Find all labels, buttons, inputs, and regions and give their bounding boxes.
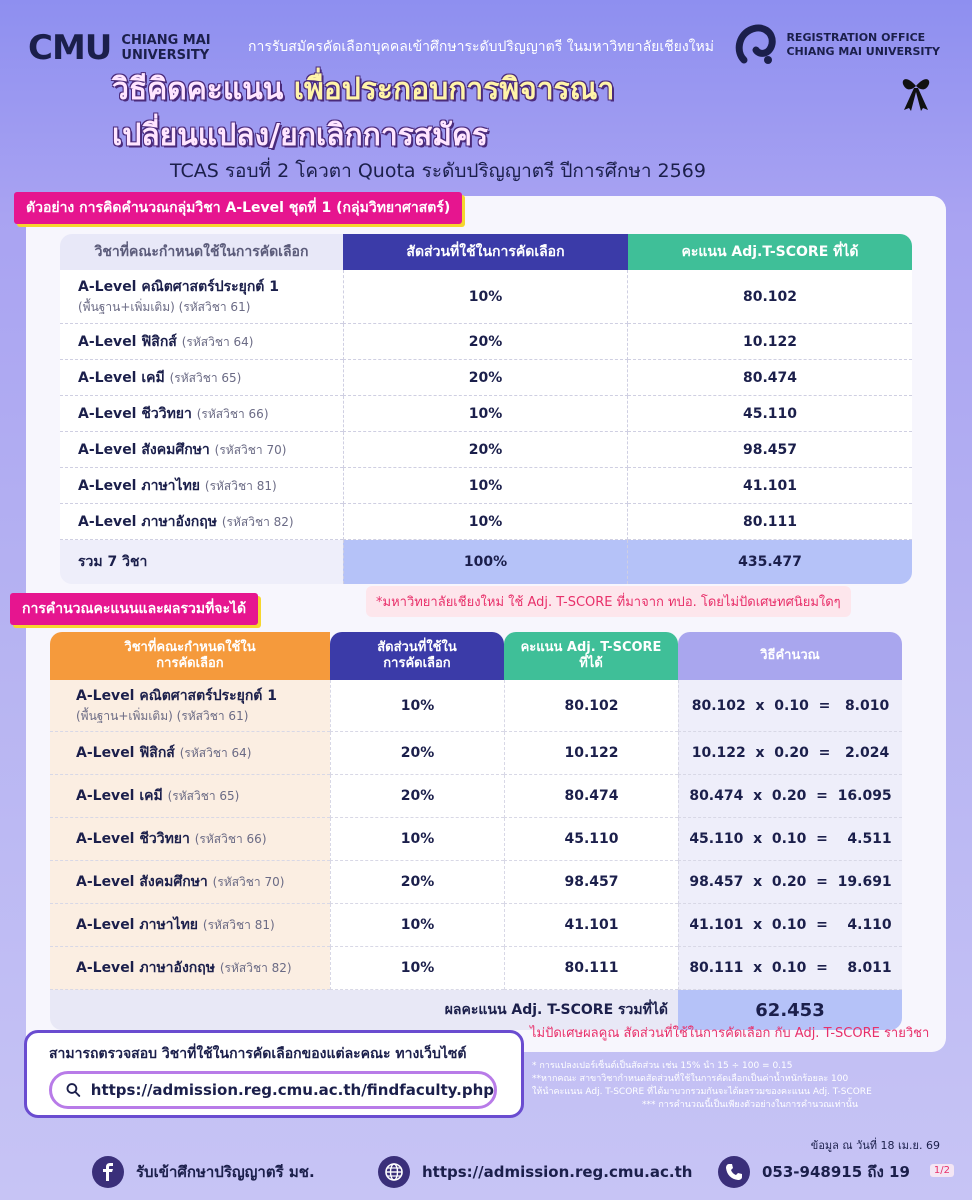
ratio-cell: 20% [330, 775, 504, 818]
main-title-line1 [112, 66, 614, 113]
score-cell: 98.457 [504, 861, 678, 904]
example-table [60, 234, 912, 584]
calc-cell: 10.122 x 0.20 = 2.024 [678, 732, 902, 775]
example-header-score: คะแนน Adj.T-SCORE ที่ได้ [628, 234, 912, 270]
registration-office-logo[interactable] [732, 22, 940, 68]
calc-cell: 98.457 x 0.20 = 19.691 [678, 861, 902, 904]
subject-name: A-Level คณิตศาสตร์ประยุกต์ 1 [78, 279, 280, 295]
subject-code: (รหัสวิชา 64) [181, 334, 254, 349]
footer [0, 1150, 972, 1200]
registration-logo-icon [732, 22, 778, 68]
subject-name: A-Level คณิตศาสตร์ประยุกต์ 1 [76, 688, 278, 704]
total-label: รวม 7 วิชา [60, 540, 343, 584]
subject-detail: (พื้นฐาน+เพิ่มเติม) (รหัสวิชา 61) [76, 709, 249, 723]
subject-code: (รหัสวิชา 82) [219, 961, 292, 975]
calc-total-value: 62.453 [678, 990, 902, 1030]
footer-website-label: https://admission.reg.cmu.ac.th [422, 1163, 693, 1181]
calc-header-method: วิธีคำนวณ [678, 632, 902, 680]
ratio-cell: 20% [330, 861, 504, 904]
ratio-cell: 10% [330, 947, 504, 990]
table-row [60, 504, 912, 540]
subject-code: (รหัสวิชา 66) [196, 406, 269, 421]
footer-website[interactable] [378, 1156, 692, 1188]
subject-code: (รหัสวิชา 70) [214, 442, 287, 457]
ratio-cell: 10% [343, 396, 628, 432]
faculty-search-link[interactable] [49, 1071, 497, 1109]
footer-facebook-label: รับเข้าศึกษาปริญญาตรี มช. [136, 1163, 315, 1181]
section1-tag: ตัวอย่าง การคิดคำนวณกลุ่มวิชา A-Level ชุดที่ 1 (กลุ่มวิทยาศาสตร์) [14, 192, 462, 224]
calc-cell: 41.101 x 0.10 = 4.110 [678, 904, 902, 947]
ratio-cell: 20% [330, 732, 504, 775]
table-row [60, 468, 912, 504]
rounding-note: ไม่ปัดเศษผลคูณ สัดส่วนที่ใช้ในการคัดเลือก กับ Adj. T-SCORE รายวิชา [530, 1026, 930, 1041]
score-cell: 41.101 [504, 904, 678, 947]
calc-cell: 45.110 x 0.10 = 4.511 [678, 818, 902, 861]
subject-cell [60, 360, 343, 396]
example-table-header [60, 234, 912, 270]
facebook-icon [92, 1156, 124, 1188]
subject-name: A-Level เคมี [78, 369, 165, 386]
subject-name: A-Level ภาษาไทย [78, 477, 201, 494]
page-number: 1/2 [930, 1164, 954, 1177]
score-cell: 80.111 [504, 947, 678, 990]
score-cell: 80.474 [628, 360, 912, 396]
ratio-cell: 10% [330, 904, 504, 947]
ratio-cell: 10% [330, 680, 504, 732]
subject-cell [60, 324, 343, 360]
subject-code: (รหัสวิชา 70) [212, 875, 285, 889]
table-row [50, 861, 902, 904]
calc-header-score-text: คะแนน Adj. T-SCORE ที่ได้ [520, 640, 662, 671]
score-cell: 45.110 [628, 396, 912, 432]
ratio-cell: 20% [343, 360, 628, 396]
main-title-part-b: เพื่อประกอบการพิจารณา [283, 72, 615, 107]
subject-name: A-Level ฟิสิกส์ [76, 745, 175, 761]
score-cell: 80.102 [628, 270, 912, 324]
subject-detail: (พื้นฐาน+เพิ่มเติม) (รหัสวิชา 61) [78, 300, 251, 314]
footnote-3: *** การคำนวณนี้เป็นเพียงตัวอย่างในการคำนวณเท่านั้น [642, 1100, 859, 1110]
footer-phone[interactable] [718, 1156, 910, 1188]
table-row [60, 432, 912, 468]
calc-cell: 80.474 x 0.20 = 16.095 [678, 775, 902, 818]
mourning-ribbon-icon [898, 70, 934, 112]
score-cell: 10.122 [504, 732, 678, 775]
table-row [50, 904, 902, 947]
registration-line2: CHIANG MAI UNIVERSITY [786, 45, 940, 58]
search-icon [66, 1080, 81, 1100]
cmu-logo-mark: CMU [28, 28, 112, 68]
subject-code: (รหัสวิชา 82) [221, 514, 294, 529]
tcas-subtitle: TCAS รอบที่ 2 โควตา Quota ระดับปริญญาตรี ปีการศึกษา 2569 [170, 160, 706, 182]
subject-code: (รหัสวิชา 64) [179, 746, 252, 760]
footer-phone-label: 053-948915 ถึง 19 [762, 1163, 910, 1181]
ratio-cell: 20% [343, 432, 628, 468]
table-row [50, 818, 902, 861]
subject-name: A-Level ภาษาอังกฤษ [78, 513, 217, 530]
subject-name: A-Level ชีววิทยา [78, 405, 192, 422]
subject-name: A-Level ฟิสิกส์ [78, 333, 177, 350]
total-score: 435.477 [628, 540, 912, 584]
calc-header-subject-text: วิชาที่คณะกำหนดใช้ใน การคัดเลือก [124, 640, 256, 671]
table-row [60, 396, 912, 432]
main-title-line2: เปลี่ยนแปลง/ยกเลิกการสมัคร [112, 118, 489, 153]
ratio-cell: 10% [343, 468, 628, 504]
example-header-ratio: สัดส่วนที่ใช้ในการคัดเลือก [343, 234, 628, 270]
faculty-search-title: สามารถตรวจสอบ วิชาที่ใช้ในการคัดเลือกของแต่ละคณะ ทางเว็บไซต์ [49, 1046, 467, 1062]
subject-cell [60, 468, 343, 504]
example-total-row [60, 540, 912, 584]
subject-cell [60, 504, 343, 540]
subject-code: (รหัสวิชา 65) [167, 789, 240, 803]
registration-line1: REGISTRATION OFFICE [786, 31, 926, 44]
calc-cell: 80.111 x 0.10 = 8.011 [678, 947, 902, 990]
ratio-cell: 10% [330, 818, 504, 861]
section2-tag: การคำนวณคะแนนและผลรวมที่จะได้ [10, 593, 258, 625]
subject-name: A-Level สังคมศึกษา [78, 441, 210, 458]
cmu-logo-name-line1: CHIANG MAI [121, 33, 211, 48]
tscore-note: *มหาวิทยาลัยเชียงใหม่ ใช้ Adj. T-SCORE ที่มาจาก ทปอ. โดยไม่ปัดเศษทศนิยมใดๆ [366, 586, 851, 617]
calc-header-score [504, 632, 678, 680]
subject-cell [50, 904, 330, 947]
subject-code: (รหัสวิชา 81) [202, 918, 275, 932]
calculation-table-header [50, 632, 902, 680]
calc-header-ratio-text: สัดส่วนที่ใช้ใน การคัดเลือก [377, 640, 457, 671]
footnote-2a: **หากคณะ สาขาวิชากำหนดสัดส่วนที่ใช้ในการคัดเลือกเป็นค่าน้ำหนักร้อยละ 100 [532, 1074, 849, 1084]
subject-name: A-Level เคมี [76, 788, 163, 804]
subject-cell [60, 270, 343, 324]
calc-header-subject [50, 632, 330, 680]
subject-code: (รหัสวิชา 81) [204, 478, 277, 493]
subject-cell [50, 861, 330, 904]
table-row [50, 775, 902, 818]
subject-name: A-Level สังคมศึกษา [76, 874, 208, 890]
table-row [60, 324, 912, 360]
data-date: ข้อมูล ณ วันที่ 18 เม.ย. 69 [810, 1139, 940, 1152]
score-cell: 80.111 [628, 504, 912, 540]
subject-cell [50, 947, 330, 990]
table-row [50, 947, 902, 990]
globe-icon [378, 1156, 410, 1188]
header-subtitle: การรับสมัครคัดเลือกบุคคลเข้าศึกษาระดับปริญญาตรี ในมหาวิทยาลัยเชียงใหม่ [248, 39, 714, 55]
subject-cell [60, 432, 343, 468]
score-cell: 41.101 [628, 468, 912, 504]
registration-office-text [786, 31, 940, 59]
subject-cell [50, 732, 330, 775]
calc-cell: 80.102 x 0.10 = 8.010 [678, 680, 902, 732]
main-title-part-a: วิธีคิดคะแนน [112, 72, 284, 107]
score-cell: 10.122 [628, 324, 912, 360]
score-cell: 98.457 [628, 432, 912, 468]
table-row [50, 680, 902, 732]
subject-cell [50, 680, 330, 732]
score-cell: 80.102 [504, 680, 678, 732]
subject-name: A-Level ภาษาไทย [76, 917, 199, 933]
calculation-table [50, 632, 902, 1030]
calc-total-label: ผลคะแนน Adj. T-SCORE รวมที่ได้ [50, 990, 678, 1030]
phone-icon [718, 1156, 750, 1188]
subject-cell [50, 818, 330, 861]
example-header-subject: วิชาที่คณะกำหนดใช้ในการคัดเลือก [60, 234, 343, 270]
faculty-search-url[interactable]: https://admission.reg.cmu.ac.th/findfaculty.php [90, 1081, 494, 1099]
subject-code: (รหัสวิชา 66) [194, 832, 267, 846]
calc-header-ratio [330, 632, 504, 680]
subject-name: A-Level ชีววิทยา [76, 831, 190, 847]
faculty-search-card [24, 1030, 524, 1118]
footnote-2b: ให้นำคะแนน Adj. T-SCORE ที่ได้มาบวกรวมกันจะได้ผลรวมของคะแนน Adj. T-SCORE [532, 1087, 872, 1097]
footnote-1: * การแปลงเปอร์เซ็นต์เป็นสัดส่วน เช่น 15% นำ 15 ÷ 100 = 0.15 [532, 1061, 793, 1071]
ratio-cell: 10% [343, 270, 628, 324]
cmu-logo-name-line2: UNIVERSITY [121, 48, 210, 63]
subject-cell [50, 775, 330, 818]
total-ratio: 100% [343, 540, 628, 584]
cmu-logo-name [121, 33, 210, 63]
score-cell: 45.110 [504, 818, 678, 861]
table-row [50, 732, 902, 775]
cmu-logo[interactable] [28, 28, 211, 68]
table-row [60, 360, 912, 396]
footer-facebook[interactable] [92, 1156, 315, 1188]
table-row [60, 270, 912, 324]
subject-name: A-Level ภาษาอังกฤษ [76, 960, 215, 976]
header [0, 0, 972, 190]
footnotes [532, 1060, 942, 1112]
ratio-cell: 10% [343, 504, 628, 540]
ratio-cell: 20% [343, 324, 628, 360]
subject-cell [60, 396, 343, 432]
subject-code: (รหัสวิชา 65) [169, 370, 242, 385]
score-cell: 80.474 [504, 775, 678, 818]
